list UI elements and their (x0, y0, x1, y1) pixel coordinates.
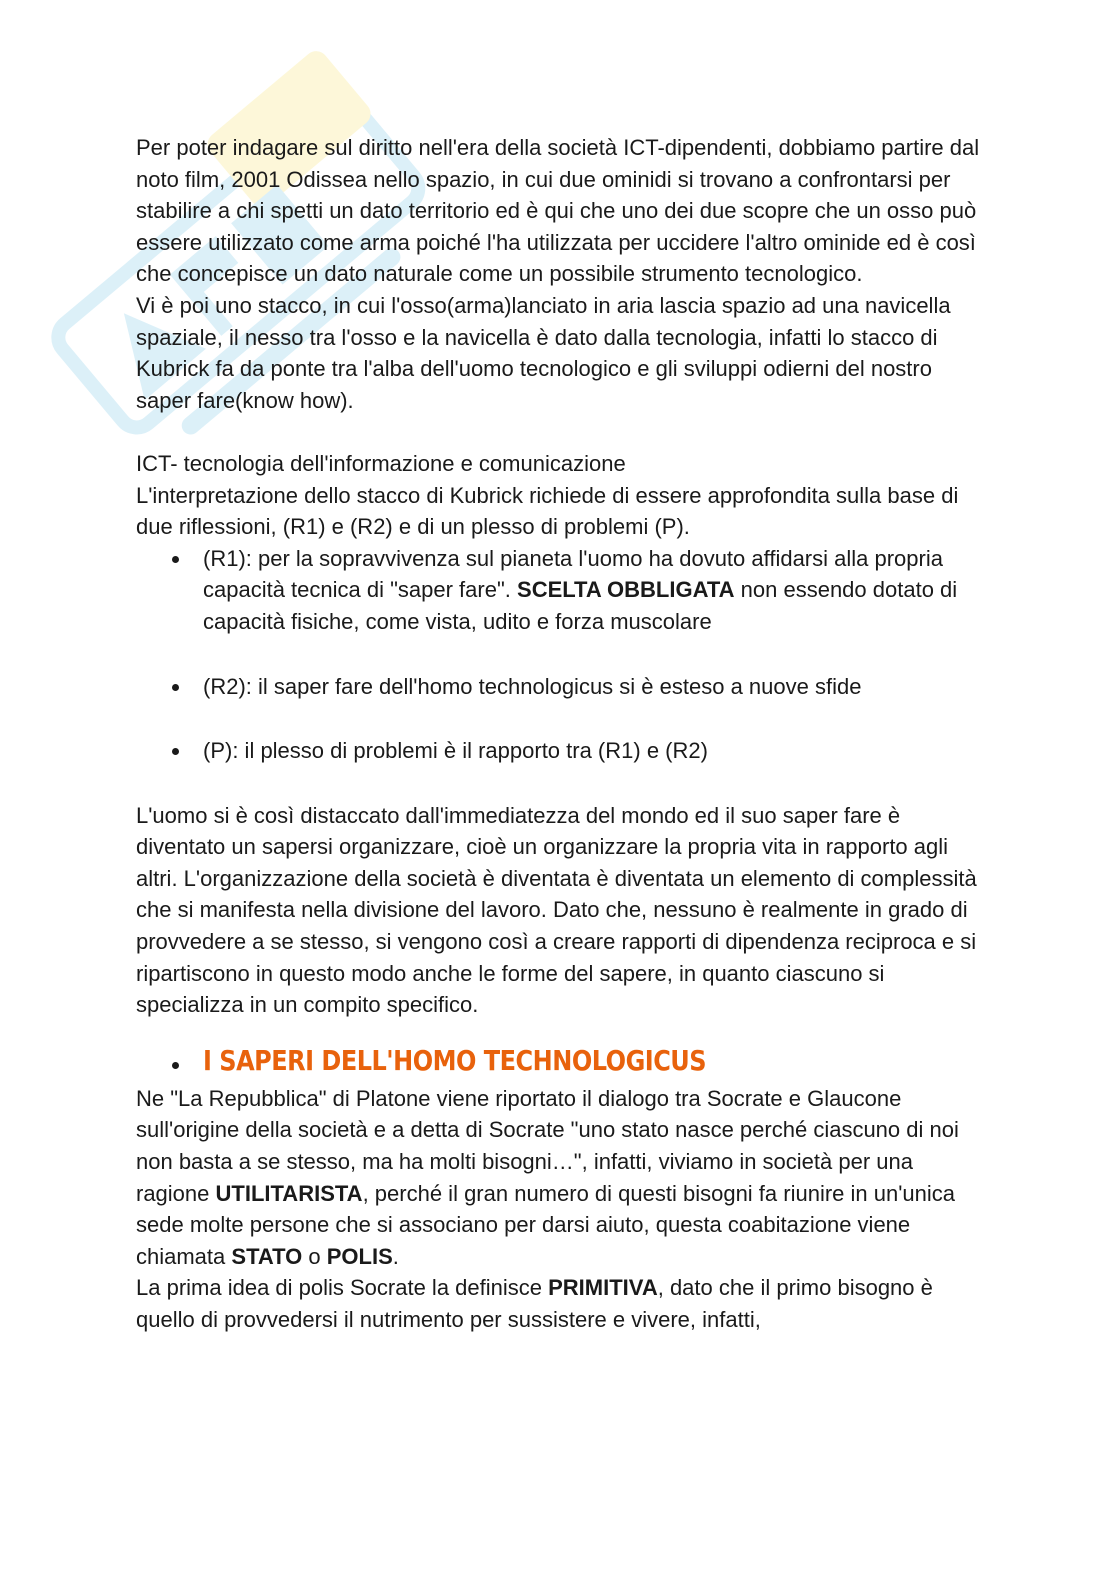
r2-text: (R2): il saper fare dell'homo technologicus si è esteso a nuove sfide (203, 673, 862, 699)
r1-emphasis: SCELTA OBBLIGATA (517, 577, 735, 603)
reflections-list (136, 543, 986, 767)
republic-text-g: . (392, 1243, 399, 1269)
republic-text-e: o (302, 1243, 327, 1269)
paragraph-interpretation: L'interpretazione dello stacco di Kubrick richiede di essere approfondita sulla base di due riflessioni, (R1) e (R2) e di un plesso di problemi (P). (136, 482, 959, 540)
emphasis-polis: POLIS (326, 1243, 393, 1269)
paragraph-intro: Per poter indagare sul diritto nell'era della società ICT-dipendenti, dobbiamo partire dal noto film, 2001 Odissea nello spazio, in cui due ominidi si trovano a confrontarsi per stabilire a chi spetti un dato territorio ed è qui che uno dei due scopre che un osso può essere utilizzato come arma poiché l'ha utilizzata per uccidere l'altro ominide ed è così che concepisce un dato naturale come un possibile strumento tecnologico. (136, 135, 980, 287)
primitive-text-a: La prima idea di polis Socrate la definisce (136, 1275, 549, 1301)
p-text: (P): il plesso di problemi è il rapporto tra (R1) e (R2) (203, 738, 708, 764)
republic-text-c: , perché il gran numero di questi bisogni fa riunire in un'unica sede molte persone che si associano per darsi aiuto, questa coabitazione viene chiamata (136, 1180, 956, 1269)
list-item-r1 (136, 543, 986, 638)
paragraph-organization: L'uomo si è così distaccato dall'immediatezza del mondo ed il suo saper fare è diventato un sapersi organizzare, cioè un organizzare la propria vita in rapporto agli altri. L'organizzazione della società è diventata è diventata un elemento di complessità che si manifesta nella divisione del lavoro. Dato che, nessuno è realmente in grado di provvedere a se stesso, si vengono così a creare rapporti di dipendenza reciproca e si ripartiscono in questo modo anche le forme del sapere, in quanto ciascuno si specializza in un compito specifico. (136, 802, 977, 1018)
r1-text-end: non essendo dotato di capacità fisiche, come vista, udito e forza muscolare (203, 577, 958, 634)
republic-text-a: Ne "La Repubblica" di Platone viene riportato il dialogo tra Socrate e Glaucone sull'origine della società e a detta di Socrate "uno stato nasce perché ciascuno di noi non basta a se stesso, ma ha molti bisogni…", infatti, viviamo in società per una ragione (136, 1085, 959, 1206)
paragraph-republic (136, 1083, 986, 1273)
paragraph-primitive-polis (136, 1272, 986, 1335)
list-item-p (136, 735, 986, 767)
document-body (136, 132, 986, 1336)
section-heading (136, 1046, 986, 1083)
primitive-text-c: , dato che il primo bisogno è quello di provvedersi il nutrimento per sussistere e vivere, infatti, (136, 1275, 933, 1332)
emphasis-stato: STATO (231, 1243, 303, 1269)
section-heading-text: I SAPERI DELL'HOMO TECHNOLOGICUS (203, 1044, 707, 1077)
r1-text: (R1): per la sopravvivenza sul pianeta l'uomo ha dovuto affidarsi alla propria capacità tecnica di "saper fare". (203, 545, 943, 603)
paragraph-stacco: Vi è poi uno stacco, in cui l'osso(arma)lanciato in aria lascia spazio ad una navicella spaziale, il nesso tra l'osso e la navicella è dato dalla tecnologia, infatti lo stacco di Kubrick fa da ponte tra l'alba dell'uomo tecnologico e gli sviluppi odierni del nostro saper fare(know how). (136, 292, 951, 413)
paragraph-ict-definition: ICT- tecnologia dell'informazione e comunicazione (136, 450, 626, 476)
emphasis-utilitarista: UTILITARISTA (215, 1180, 363, 1206)
emphasis-primitiva: PRIMITIVA (548, 1275, 658, 1301)
list-item-r2 (136, 671, 986, 703)
